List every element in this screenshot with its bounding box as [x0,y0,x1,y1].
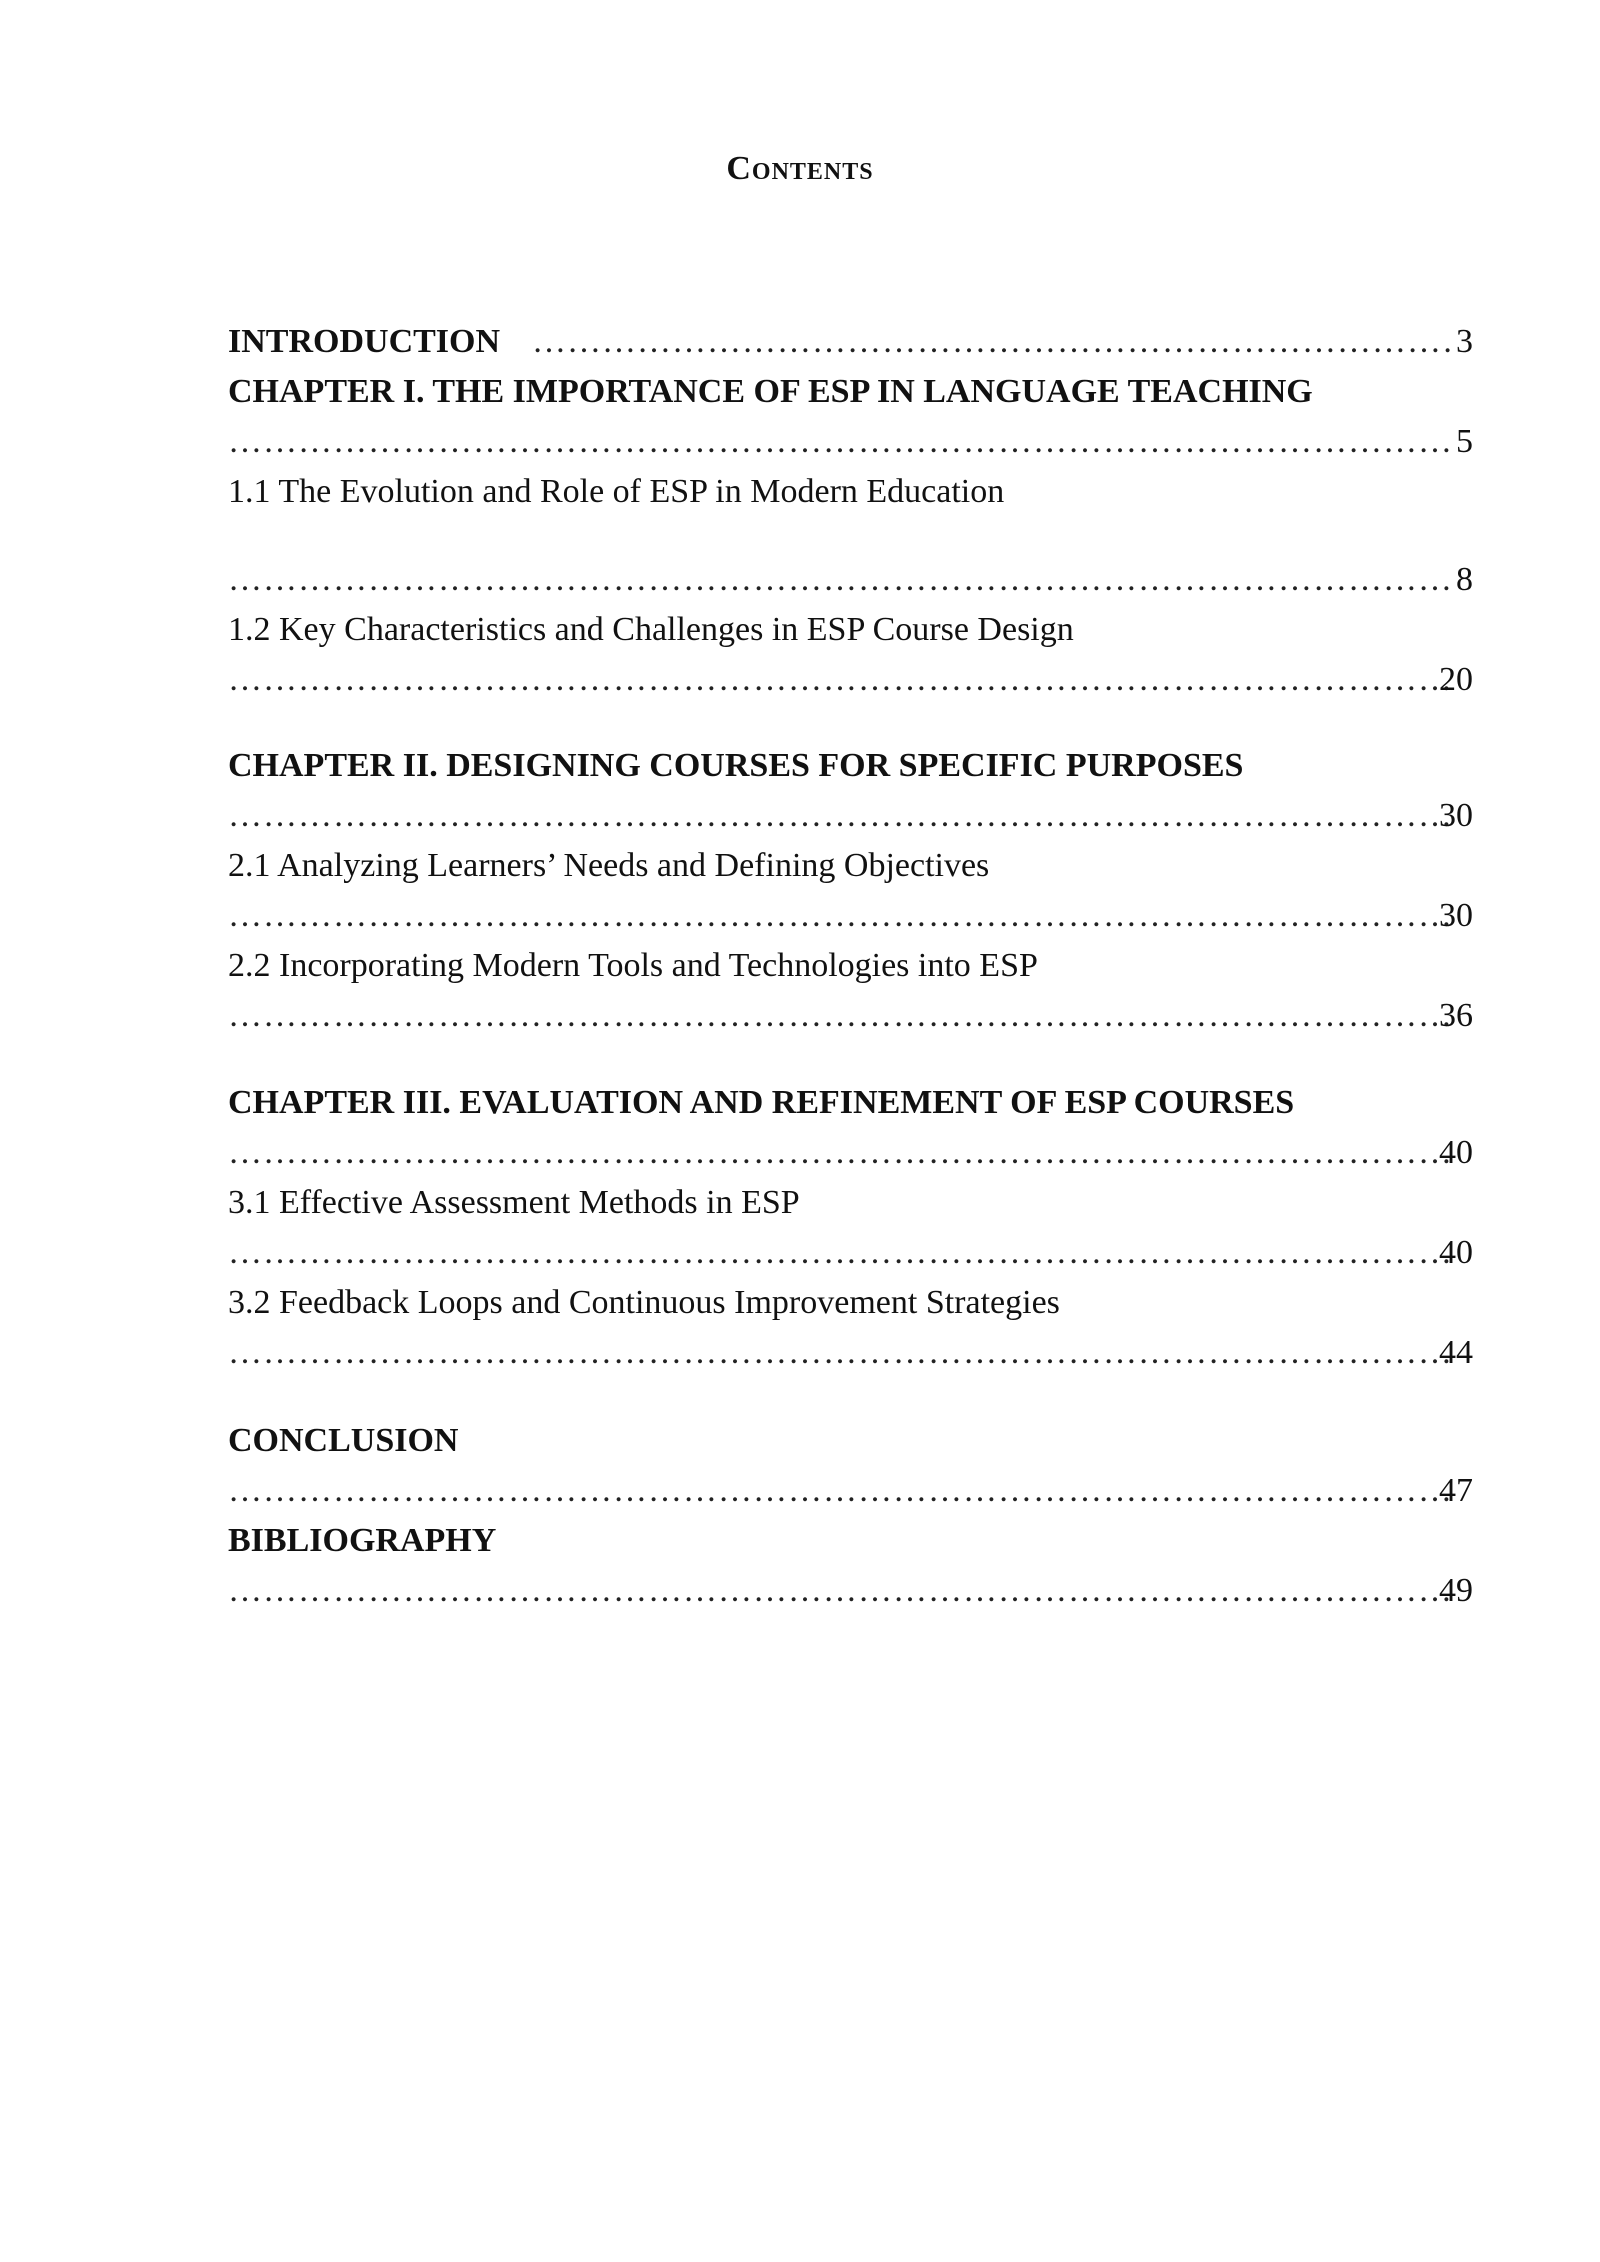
toc-entry-bibliography: BIBLIOGRAPHY [228,1522,497,1559]
toc-page-introduction: 3 [1456,323,1473,360]
toc-page-section-3-2: 44 [1439,1334,1473,1371]
toc-entry-chapter-3: CHAPTER III. EVALUATION AND REFINEMENT OF ESP COURSES [228,1084,1295,1121]
toc-leader-bibliography [228,1571,1450,1611]
toc-page-bibliography: 49 [1439,1572,1473,1609]
toc-entry-section-2-2: 2.2 Incorporating Modern Tools and Technologies into ESP [228,947,1038,984]
toc-leader-section-2-1 [228,896,1450,936]
toc-leader-chapter-1 [228,422,1450,462]
toc-entry-chapter-2: CHAPTER II. DESIGNING COURSES FOR SPECIFIC PURPOSES [228,747,1244,784]
toc-entry-section-1-2: 1.2 Key Characteristics and Challenges in ESP Course Design [228,611,1074,648]
toc-entry-section-3-1: 3.1 Effective Assessment Methods in ESP [228,1184,800,1221]
toc-leader-conclusion [228,1471,1450,1511]
toc-leader-section-3-2 [228,1333,1450,1373]
toc-page-section-3-1: 40 [1439,1234,1473,1271]
toc-entry-section-1-1: 1.1 The Evolution and Role of ESP in Modern Education [228,473,1005,510]
toc-leader-chapter-2 [228,796,1450,836]
contents-title: Contents [726,150,874,187]
toc-entry-chapter-1: CHAPTER I. THE IMPORTANCE OF ESP IN LANGUAGE TEACHING [228,373,1313,410]
toc-page-section-1-1: 8 [1456,561,1473,598]
toc-page-section-2-1: 30 [1439,897,1473,934]
toc-page-chapter-1: 5 [1456,423,1473,460]
toc-leader-section-2-2 [228,996,1450,1036]
toc-leader-section-1-1 [228,560,1450,600]
toc-leader-section-1-2 [228,660,1450,700]
toc-page-section-2-2: 36 [1439,997,1473,1034]
toc-entry-introduction: INTRODUCTION [228,323,501,360]
toc-page-conclusion: 47 [1439,1472,1473,1509]
toc-page-chapter-2: 30 [1439,797,1473,834]
toc-page-chapter-3: 40 [1439,1134,1473,1171]
toc-page-section-1-2: 20 [1439,661,1473,698]
toc-leader-chapter-3 [228,1133,1450,1173]
toc-leader-introduction [532,322,1450,362]
toc-entry-section-3-2: 3.2 Feedback Loops and Continuous Improvement Strategies [228,1284,1060,1321]
toc-entry-section-2-1: 2.1 Analyzing Learners’ Needs and Defining Objectives [228,847,990,884]
toc-leader-section-3-1 [228,1233,1450,1273]
toc-entry-conclusion: CONCLUSION [228,1422,459,1459]
